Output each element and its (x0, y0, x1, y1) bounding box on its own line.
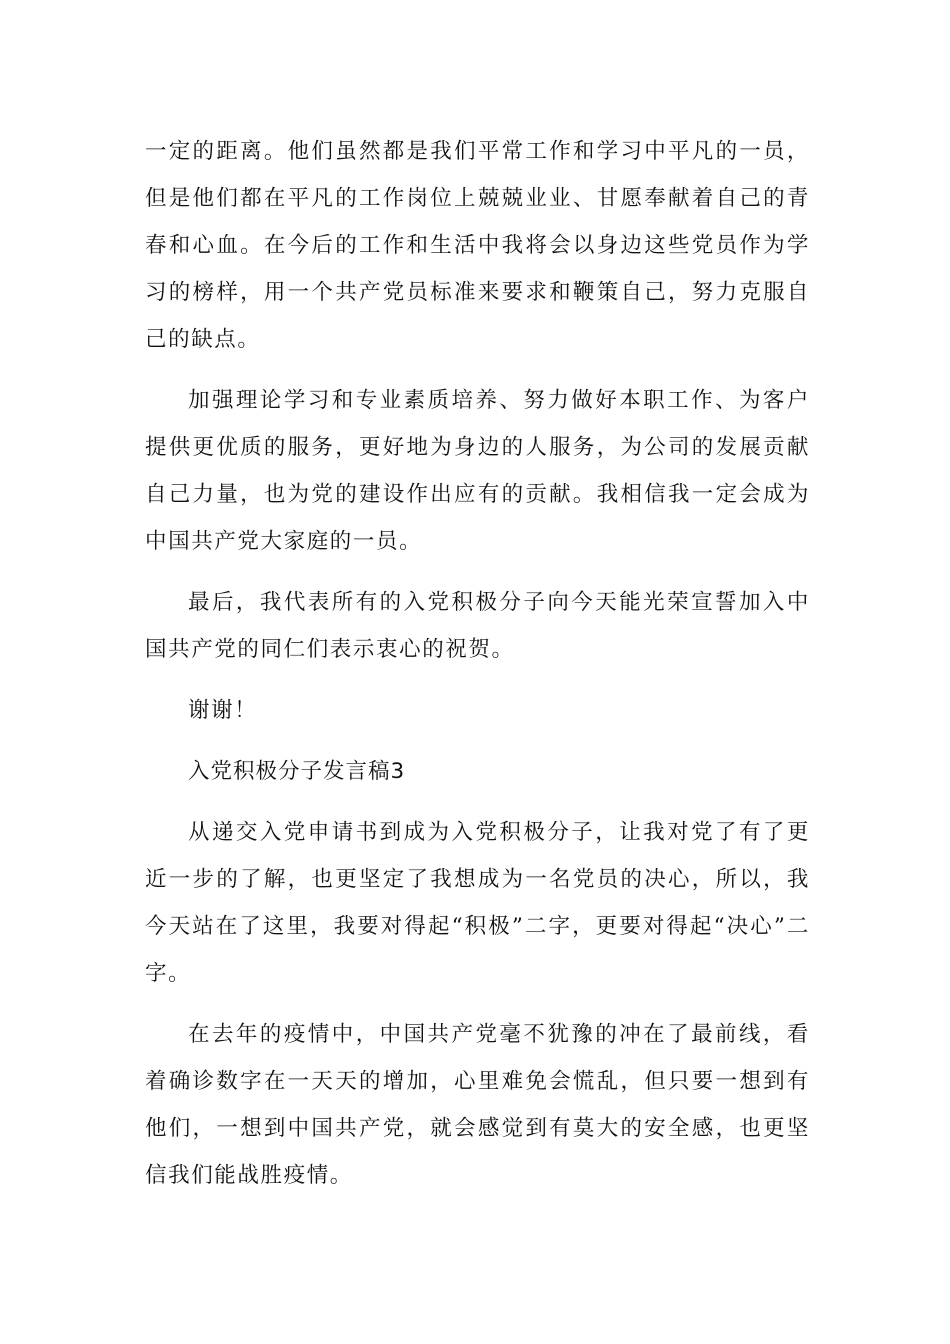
paragraph-continuation: 一定的距离。他们虽然都是我们平常工作和学习中平凡的一员，但是他们都在平凡的工作岗位上兢兢业业、甘愿奉献着自己的青春和心血。在今后的工作和生活中我将会以身边这些党员作为学习的榜样，用一个共产党员标准来要求和鞭策自己，努力克服自己的缺点。 (145, 139, 810, 352)
paragraph-thanks: 谢谢！ (188, 698, 258, 723)
section-heading: 入党积极分子发言稿3 (188, 759, 406, 784)
paragraph-congratulations: 最后，我代表所有的入党积极分子向今天能光荣宣誓加入中国共产党的同仁们表示衷心的祝贺。 (145, 590, 810, 662)
document-body (145, 128, 810, 1213)
paragraph-application: 从递交入党申请书到成为入党积极分子，让我对党了有了更近一步的了解，也更坚定了我想成为一名党员的决心，所以，我今天站在了这里，我要对得起“积极”二字，更要对得起“决心”二字。 (145, 820, 810, 986)
paragraph-study-commitment: 加强理论学习和专业素质培养、努力做好本职工作、为客户提供更优质的服务，更好地为身边的人服务，为公司的发展贡献自己力量，也为党的建设作出应有的贡献。我相信我一定会成为中国共产党大家庭的一员。 (145, 388, 810, 554)
paragraph-epidemic: 在去年的疫情中，中国共产党毫不犹豫的冲在了最前线，看着确诊数字在一天天的增加，心里难免会慌乱，但只要一想到有他们，一想到中国共产党，就会感觉到有莫大的安全感，也更坚信我们能战胜疫情。 (145, 1022, 810, 1188)
